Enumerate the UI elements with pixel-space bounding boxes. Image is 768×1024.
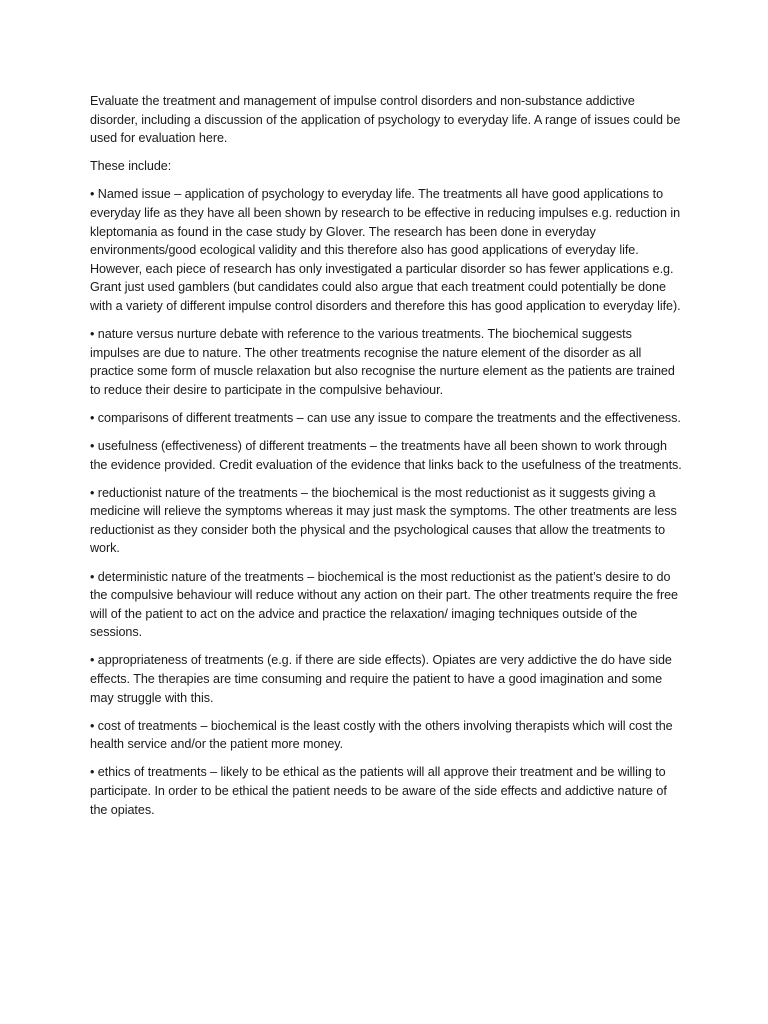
bullet-usefulness: • usefulness (effectiveness) of different treatments – the treatments have all been shown to work through the evidence provided. Credit evaluation of the evidence that links back to the usefulness of the treatments. xyxy=(90,439,682,472)
bullet-application-to-everyday-life: • Named issue – application of psychology to everyday life. The treatments all have good applications to everyday life as they have all been shown by research to be effective in reducing impulses e.g. reduction in kleptomania as found in the case study by Glover. The research has been done in everyday environments/good ecological validity and this therefore also has good applications of everyday life. However, each piece of research has only investigated a particular disorder so has fewer applications e.g. Grant just used gamblers (but candidates could also argue that each treatment could potentially be done with a variety of different impulse control disorders and therefore this has good application to everyday life). xyxy=(90,187,681,313)
bullet-reductionist: • reductionist nature of the treatments – the biochemical is the most reductionist as it suggests giving a medicine will relieve the symptoms whereas it may just mask the symptoms. The other treatments are less reductionist as they consider both the physical and the psychological causes that allow the treatments to work. xyxy=(90,485,677,556)
bullet-nature-nurture: • nature versus nurture debate with reference to the various treatments. The biochemical suggests impulses are due to nature. The other treatments recognise the nature element of the disorder as all practice some form of muscle relaxation but also recognise the nurture element as the patients are trained to reduce their desire to participate in the compulsive behaviour. xyxy=(90,327,675,397)
list-intro-label: These include: xyxy=(90,159,172,174)
bullet-cost: • cost of treatments – biochemical is the least costly with the others involving therapists which will cost the health service and/or the patient more money. xyxy=(90,718,673,752)
bullet-comparisons: • comparisons of different treatments – can use any issue to compare the treatments and the effectiveness. xyxy=(90,410,681,425)
bullet-deterministic: • deterministic nature of the treatments – biochemical is the most reductionist as the patient’s desire to do the compulsive behaviour will reduce without any action on their part. The other treatments require the free will of the patient to act on the advice and practice the relaxation/ imaging techniques outside of the sessions. xyxy=(90,569,678,640)
intro-paragraph: Evaluate the treatment and management of impulse control disorders and non-substance addictive disorder, including a discussion of the application of psychology to everyday life. A range of issues could be used for evaluation here. xyxy=(90,94,681,146)
bullet-ethics: • ethics of treatments – likely to be ethical as the patients will all approve their treatment and be willing to participate. In order to be ethical the patient needs to be aware of the side effects and addictive nature of the opiates. xyxy=(90,765,667,817)
bullet-appropriateness: • appropriateness of treatments (e.g. if there are side effects). Opiates are very addictive the do have side effects. The therapies are time consuming and require the patient to have a good imagination and some may struggle with this. xyxy=(90,653,672,705)
document-page xyxy=(90,92,682,829)
